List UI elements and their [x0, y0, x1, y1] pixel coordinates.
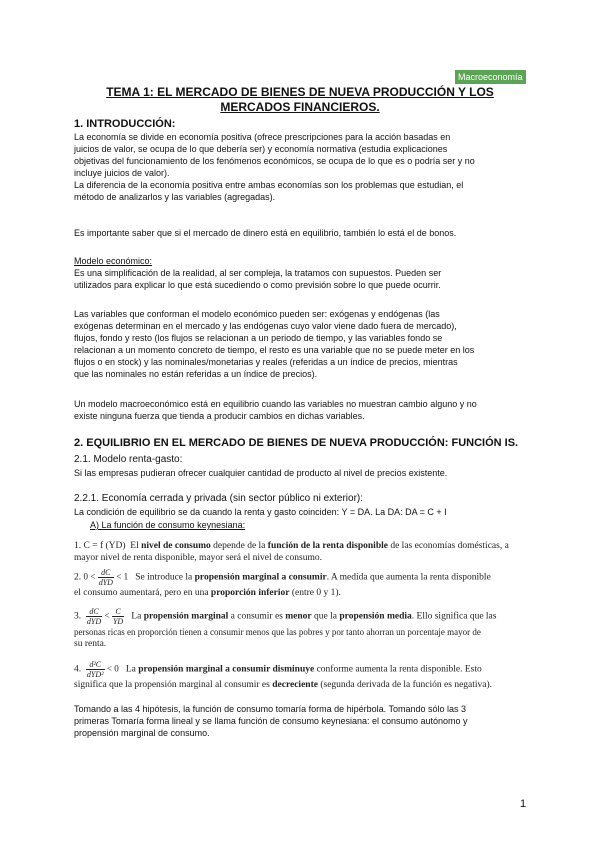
hyp4-line2-bold: decreciente — [272, 680, 318, 690]
static-equilibrium-paragraph — [74, 398, 528, 422]
hyp2-post: . A medida que aumenta la renta disponible — [326, 572, 491, 583]
hyp2-number: 2. — [74, 572, 82, 583]
page-number: 1 — [520, 798, 527, 810]
variables-line: que las nominales no están referidas a un índice de precios). — [74, 369, 318, 380]
variables-line: relacionan a un momento concreto de tiempo, el resto es una variable que no se puede meter en los — [74, 345, 475, 356]
hyp3-frac-num: dC — [86, 607, 102, 617]
hyp1-el: El — [130, 541, 139, 551]
hyp1-bold-2: función de la renta disponible — [267, 541, 388, 551]
intro-line: incluye juicios de valor). — [74, 168, 170, 179]
section-1-heading: 1. INTRODUCCIÓN: — [74, 118, 176, 130]
variables-paragraph — [74, 308, 528, 381]
section-2-2-1-heading: 2.2.1. Economía cerrada y privada (sin sector público ni exterior): — [74, 493, 364, 504]
equilibrium-note — [74, 227, 528, 239]
hyp2-math-left: 0 < — [83, 571, 96, 582]
section-2-heading: 2. EQUILIBRIO EN EL MERCADO DE BIENES DE NUEVA PRODUCCIÓN: FUNCIÓN IS. — [74, 437, 519, 449]
variables-line: flujos o en stock) y las nominales/monetarias y reales (referidas a un índice de precios, mientras — [74, 357, 458, 368]
model-line: Es una simplificación de la realidad, al ser compleja, la tratamos con supuestos. Pueden ser — [74, 268, 442, 279]
hyp3-line-2: personas ricas en proporción tienen a consumir menos que las pobres y por tanto ahorran un porcentaje mayor de — [74, 627, 481, 637]
hyp1-mid: depende de la — [213, 541, 266, 551]
hyp2-pre: Se introduce la — [135, 572, 193, 583]
hyp4-frac-num: d²C — [86, 660, 105, 670]
model-heading: Modelo económico: — [74, 256, 153, 266]
closing-paragraph — [74, 703, 528, 739]
intro-line: juicios de valor, se ocupa de lo que debería ser) y economía normativa (estudia explicaciones — [74, 144, 448, 155]
section-2-2-1-text — [74, 506, 528, 518]
page-title — [90, 85, 510, 115]
hyp1-bold-1: nivel de consumo — [141, 541, 211, 551]
hyp4-frac-den: dYD² — [86, 670, 104, 679]
section-2-1-heading: 2.1. Modelo renta-gasto: — [74, 454, 183, 465]
intro-line: método de analizarlos y las variables (agregadas). — [74, 192, 276, 203]
keynes-label-text: A) La función de consumo keynesiana: — [90, 520, 246, 530]
hyp2-frac-num: dC — [98, 568, 114, 578]
intro-line: La economía se divide en economía positiva (ofrece prescripciones para la acción basadas en — [74, 132, 451, 142]
closing-line: primeras Tomaría forma lineal y se llama función de consumo keynesiana: el consumo autónomo y — [74, 716, 468, 727]
hyp2-frac-den: dYD — [98, 578, 113, 587]
hyp3-bold-1: propensión marginal — [143, 611, 229, 622]
static-line: Un modelo macroeconómico está en equilibrio cuando las variables no muestran cambio alguno y no — [74, 399, 477, 409]
variables-line: exógenas determinan en el mercado y las endógenas cuyo valor viene dado fuera de mercado), — [74, 321, 457, 332]
hyp1-end: de las economías domésticas, a — [390, 541, 509, 551]
variables-line: Las variables que conforman el modelo económico pueden ser: exógenas y endógenas (las — [74, 309, 440, 319]
hyp2-bold: propensión marginal a consumir — [194, 572, 327, 583]
model-line: utilizados para explicar lo que está sucediendo o como previsión sobre lo que puede ocurrir. — [74, 280, 441, 291]
title-line-2: MERCADOS FINANCIEROS. — [220, 100, 380, 114]
hyp2-math-right: < 1 — [116, 571, 129, 582]
section-2-1-line: Si las empresas pudieran ofrecer cualquier cantidad de producto al nivel de precios existente. — [74, 468, 448, 478]
intro-line: La diferencia de la economía positiva entre ambas economías son los problemas que estudian, el — [74, 180, 464, 191]
hyp3-bold-3: propensión media — [339, 611, 412, 622]
keynes-label — [90, 519, 544, 531]
hyp3-number: 3. — [74, 611, 82, 622]
hyp1-line-2: mayor nivel de renta disponible, mayor será el nivel de consumo. — [74, 553, 322, 563]
hyp4-line2-post: (segunda derivada de la función es negativa). — [320, 680, 493, 690]
hyp1-formula: 1. C = f (YD) — [74, 541, 126, 551]
hypothesis-1 — [74, 540, 534, 564]
hyp4-la: La — [125, 664, 136, 675]
variables-line: flujos, fondo y resto (los flujos se relacionan a un periodo de tiempo, y las variables fondo se — [74, 333, 443, 344]
intro-paragraph — [74, 131, 528, 204]
hyp4-line2-pre: significa que la propensión marginal al consumir es — [74, 680, 270, 690]
intro-line: objetivas del funcionamiento de los fenómenos económicos, se ocupa de lo que es o podría ser y no — [74, 156, 475, 167]
hyp2-line2-bold: proporción inferior — [210, 588, 290, 598]
hyp3-mid: a consumir es — [230, 611, 283, 622]
hyp4-math-right: < 0 — [106, 663, 119, 674]
hypothesis-2 — [74, 568, 534, 599]
hyp3-line-3: su renta. — [74, 639, 107, 649]
title-line-1: TEMA 1: EL MERCADO DE BIENES DE NUEVA PRODUCCIÓN Y LOS — [106, 85, 494, 99]
hyp3-less-than: < — [104, 610, 110, 621]
hypothesis-4 — [74, 660, 534, 691]
hyp4-fraction — [86, 660, 105, 679]
section-2-1-text — [74, 467, 528, 479]
closing-line: Tomando a las 4 hipótesis, la función de consumo tomaría forma de hipérbola. Tomando sólo las 3 — [74, 704, 467, 714]
hyp3-frac2-num: C — [112, 607, 124, 617]
static-line: existe ninguna fuerza que tienda a producir cambios en dichas variables. — [74, 411, 365, 422]
hyp3-bold-2: menor — [285, 611, 312, 622]
hyp4-number: 4. — [74, 664, 82, 675]
hyp2-line2-pre: el consumo aumentará, pero en una — [74, 588, 209, 598]
hyp3-mid-2: que la — [314, 611, 337, 622]
subject-tag: Macroeconomía — [455, 70, 526, 84]
hyp4-bold: propensión marginal a consumir disminuye — [138, 664, 315, 675]
hyp3-fraction-2 — [112, 607, 124, 626]
hyp3-la: La — [131, 611, 142, 622]
closing-line: propensión marginal de consumo. — [74, 728, 210, 739]
equilibrium-note-text: Es importante saber que si el mercado de dinero está en equilibrio, también lo está el de bonos. — [74, 228, 457, 238]
section-2-2-1-line: La condición de equilibrio se da cuando la renta y gasto coinciden: Y = DA. La DA: DA = C + I — [74, 507, 447, 517]
hyp3-fraction-1 — [86, 607, 102, 626]
hypothesis-3 — [74, 607, 534, 650]
hyp4-end: conforme aumenta la renta disponible. Esto — [316, 664, 482, 675]
model-section — [74, 255, 528, 291]
hyp3-frac-den: dYD — [86, 617, 102, 626]
hyp2-line2-post: (entre 0 y 1). — [291, 588, 341, 598]
hyp3-frac2-den: YD — [112, 617, 124, 626]
hyp2-fraction — [98, 568, 114, 587]
hyp3-end: . Ello significa que las — [411, 611, 497, 622]
